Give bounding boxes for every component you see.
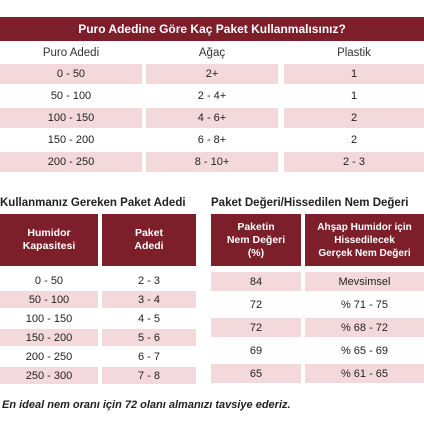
right-table-cell: % 61 - 65 (305, 364, 424, 383)
right-table-cell: % 65 - 69 (305, 341, 424, 360)
left-table-cell: 7 - 8 (102, 367, 196, 384)
footnote: En ideal nem oranı için 72 olanı almanızı tavsiye ederiz. (2, 399, 291, 411)
left-header-humidor-kapasitesi: Humidor Kapasitesi (0, 214, 98, 266)
left-table-cell: 5 - 6 (102, 329, 196, 346)
top-table-cell: 1 (284, 86, 424, 106)
right-table-cell: 84 (211, 272, 301, 291)
left-table-cell: 50 - 100 (0, 291, 98, 308)
top-table-cell: 2 - 3 (284, 152, 424, 172)
top-table-cell: 2 (284, 108, 424, 128)
top-header-plastik: Plastik (284, 42, 424, 63)
left-table-cell: 0 - 50 (0, 272, 98, 289)
left-table-cell: 200 - 250 (0, 348, 98, 365)
right-header-gercek-nem-degeri: Ahşap Humidor için Hissedilecek Gerçek Nem Değeri (305, 214, 424, 266)
top-table-cell: 6 - 8+ (146, 130, 278, 150)
right-table-cell: 65 (211, 364, 301, 383)
right-table-title: Paket Değeri/Hissedilen Nem Değeri (211, 197, 409, 209)
left-table-cell: 150 - 200 (0, 329, 98, 346)
left-table-cell: 6 - 7 (102, 348, 196, 365)
top-table-cell: 4 - 6+ (146, 108, 278, 128)
top-table-cell: 100 - 150 (0, 108, 142, 128)
left-table-cell: 3 - 4 (102, 291, 196, 308)
top-table-cell: 0 - 50 (0, 64, 142, 84)
top-header-agac: Ağaç (146, 42, 278, 63)
top-table-cell: 2 - 4+ (146, 86, 278, 106)
top-table-cell: 2+ (146, 64, 278, 84)
left-table-cell: 4 - 5 (102, 310, 196, 327)
right-table-cell: % 71 - 75 (305, 295, 424, 314)
right-table-cell: 72 (211, 318, 301, 337)
left-table-cell: 100 - 150 (0, 310, 98, 327)
left-header-paket-adedi: Paket Adedi (102, 214, 196, 266)
top-table-cell: 50 - 100 (0, 86, 142, 106)
right-table-cell: Mevsimsel (305, 272, 424, 291)
top-table-cell: 2 (284, 130, 424, 150)
right-table-cell: % 68 - 72 (305, 318, 424, 337)
left-table-title: Kullanmanız Gereken Paket Adedi (0, 197, 186, 209)
top-header-puro-adedi: Puro Adedi (0, 42, 142, 63)
top-table-title: Puro Adedine Göre Kaç Paket Kullanmalısınız? (0, 17, 424, 41)
top-table-cell: 1 (284, 64, 424, 84)
right-table-cell: 69 (211, 341, 301, 360)
right-header-paket-nem-degeri: Paketin Nem Değeri (%) (211, 214, 301, 266)
top-table-cell: 150 - 200 (0, 130, 142, 150)
top-table-cell: 8 - 10+ (146, 152, 278, 172)
right-table-cell: 72 (211, 295, 301, 314)
left-table-cell: 250 - 300 (0, 367, 98, 384)
top-table-cell: 200 - 250 (0, 152, 142, 172)
left-table-cell: 2 - 3 (102, 272, 196, 289)
